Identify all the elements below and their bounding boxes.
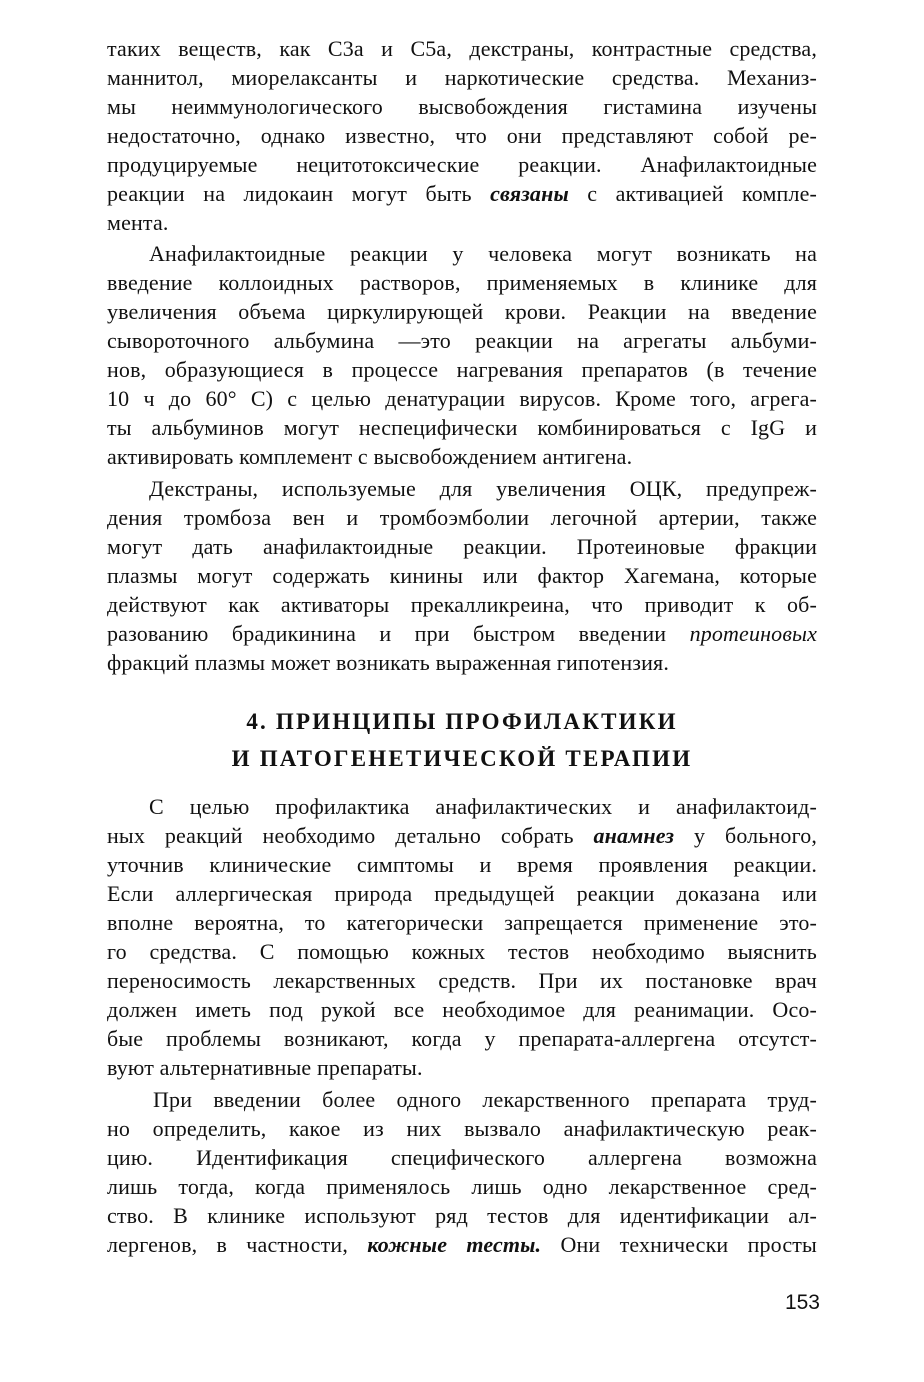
text-line: уточнив клинические симптомы и время проявления реакции. bbox=[107, 852, 817, 877]
text-line bbox=[107, 821, 817, 850]
text-line: но определить, какое из них вызвало анафилактическую реак- bbox=[107, 1116, 817, 1141]
text-line: маннитол, миорелаксанты и наркотические средства. Механиз- bbox=[107, 65, 817, 90]
text-line: мента. bbox=[107, 210, 169, 235]
text-line: бые проблемы возникают, когда у препарата-аллергена отсутст- bbox=[107, 1026, 817, 1051]
text-line: сывороточного альбумина —это реакции на агрегаты альбуми- bbox=[107, 328, 817, 353]
text-line: цию. Идентификация специфического аллергена возможна bbox=[107, 1145, 817, 1170]
emphasis-word: кожные тесты. bbox=[367, 1232, 542, 1257]
emphasis-word: протеиновых bbox=[689, 621, 817, 646]
text-line: 10 ч до 60° С) с целью денатурации вирусов. Кроме того, агрега- bbox=[107, 386, 817, 411]
text-line: нов, образующиеся в процессе нагревания препаратов (в течение bbox=[107, 357, 817, 382]
section-heading-line-2: И ПАТОГЕНЕТИЧЕСКОЙ ТЕРАПИИ bbox=[231, 746, 693, 771]
text-run: разованию брадикинина и при быстром введении bbox=[107, 621, 690, 646]
text-line: ство. В клинике используют ряд тестов для идентификации ал- bbox=[107, 1203, 817, 1228]
text-line bbox=[107, 1230, 817, 1259]
text-line: действуют как активаторы прекалликреина, что приводит к об- bbox=[107, 592, 817, 617]
text-line: недостаточно, однако известно, что они представляют собой ре- bbox=[107, 123, 817, 148]
text-line: При введении более одного лекарственного препарата труд- bbox=[153, 1087, 817, 1112]
text-line: вполне вероятна, то категорически запрещается применение это- bbox=[107, 910, 817, 935]
text-line: плазмы могут содержать кинины или фактор Хагемана, которые bbox=[107, 563, 817, 588]
text-line: ты альбуминов могут неспецифически комбинироваться с IgG и bbox=[107, 415, 817, 440]
emphasis-word: анамнез bbox=[593, 823, 675, 848]
text-run: с активацией компле- bbox=[568, 181, 817, 206]
text-line: должен иметь под рукой все необходимое для реанимации. Осо- bbox=[107, 997, 817, 1022]
text-line: продуцируемые нецитотоксические реакции. Анафилактоидные bbox=[107, 152, 817, 177]
text-run: реакции на лидокаин могут быть bbox=[107, 181, 491, 206]
text-line: вуют альтернативные препараты. bbox=[107, 1055, 423, 1080]
emphasis-word: связаны bbox=[490, 181, 569, 206]
text-line bbox=[107, 179, 817, 208]
text-line: введение коллоидных растворов, применяемых в клинике для bbox=[107, 270, 817, 295]
text-run: ных реакций необходимо детально собрать bbox=[107, 823, 594, 848]
text-line: го средства. С помощью кожных тестов необходимо выяснить bbox=[107, 939, 817, 964]
text-line: таких веществ, как С3а и С5а, декстраны, контрастные средства, bbox=[107, 36, 817, 61]
text-line: переносимость лекарственных средств. При их постановке врач bbox=[107, 968, 817, 993]
text-line: Если аллергическая природа предыдущей реакции доказана или bbox=[107, 881, 817, 906]
text-line: Анафилактоидные реакции у человека могут возникать на bbox=[149, 241, 817, 266]
text-line: увеличения объема циркулирующей крови. Реакции на введение bbox=[107, 299, 817, 324]
text-line: активировать комплемент с высвобождением антигена. bbox=[107, 444, 633, 469]
text-line: Декстраны, используемые для увеличения ОЦК, предупреж- bbox=[149, 476, 817, 501]
text-line bbox=[107, 619, 817, 648]
text-line: могут дать анафилактоидные реакции. Протеиновые фракции bbox=[107, 534, 817, 559]
text-line: дения тромбоза вен и тромбоэмболии легочной артерии, также bbox=[107, 505, 817, 530]
text-line: фракций плазмы может возникать выраженная гипотензия. bbox=[107, 650, 669, 675]
text-line: лишь тогда, когда применялось лишь одно лекарственное сред- bbox=[107, 1174, 817, 1199]
text-run: у больного, bbox=[674, 823, 817, 848]
text-run: лергенов, в частности, bbox=[107, 1232, 368, 1257]
text-run: Они технически просты bbox=[541, 1232, 817, 1257]
section-heading-line-1: 4. ПРИНЦИПЫ ПРОФИЛАКТИКИ bbox=[246, 709, 678, 734]
text-line: мы неиммунологического высвобождения гистамина изучены bbox=[107, 94, 817, 119]
page-number: 153 bbox=[784, 1291, 820, 1314]
text-line: С целью профилактика анафилактических и анафилактоид- bbox=[149, 794, 817, 819]
